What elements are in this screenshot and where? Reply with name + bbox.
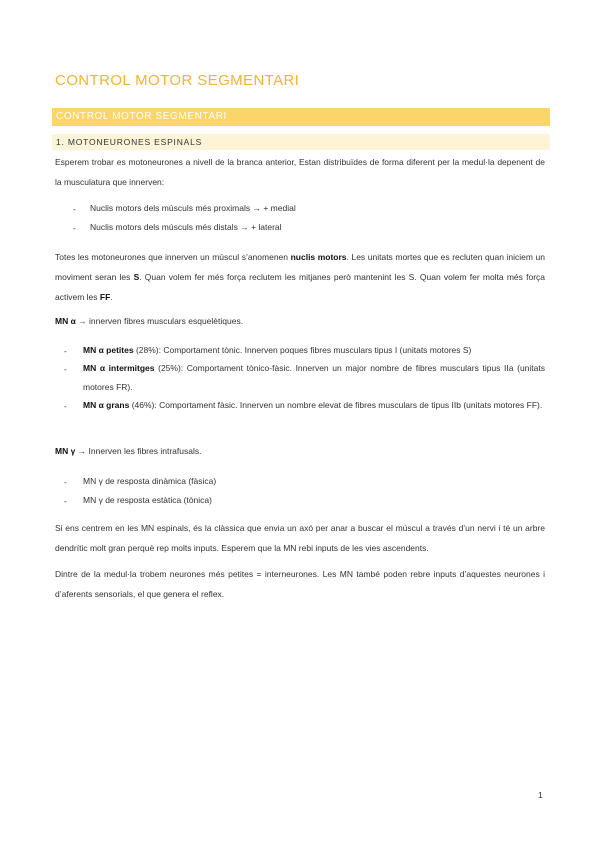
mn-alpha-item: MN α grans (46%): Comportament fàsic. Innerven un nombre elevat de fibres musculars de tipus IIb (unitats motores FF). — [83, 400, 543, 410]
nuclis-motors-term: nuclis motors — [290, 252, 347, 262]
mn-alpha-item: MN α intermitges (25%): Comportament tònico-fàsic. Innerven un major nombre de fibres musculars tipus IIa (unitats motores FR). — [83, 363, 545, 392]
s-term: S — [133, 272, 140, 282]
intro-paragraph: Esperem trobar es motoneurones a nivell de la branca anterior, Estan distribuïdes de forma diferent per la medul·la depenent de la musculatura que innerven: — [55, 157, 545, 187]
mn-alpha-heading: MN α → innerven fibres musculars esquelètiques. — [55, 316, 244, 326]
interneurones-paragraph: Dintre de la medul·la trobem neurones més petites = interneurones. Les MN també poden rebre inputs d’aquestes neurones i d’aferents sensorials, el que genera el reflex. — [55, 569, 545, 599]
mn-gamma-heading: MN γ → Innerven les fibres intrafusals. — [55, 446, 202, 456]
bullet-dash: - — [73, 204, 76, 214]
ff-term: FF — [99, 292, 111, 302]
bullet-dash: - — [64, 401, 67, 411]
title-banner — [52, 108, 550, 126]
banner-text: CONTROL MOTOR SEGMENTARI — [56, 111, 227, 122]
intro-bullet: Nuclis motors dels músculs més distals → + lateral — [90, 222, 282, 232]
mn-gamma-item: MN γ de resposta estàtica (tònica) — [83, 495, 212, 505]
mn-gamma-item: MN γ de resposta dinàmica (fàsica) — [83, 476, 217, 486]
bullet-dash: - — [73, 223, 76, 233]
document-title: CONTROL MOTOR SEGMENTARI — [55, 72, 300, 89]
page-number: 1 — [538, 790, 543, 800]
mn-alpha-item: MN α petites (28%): Comportament tònic. Innerven poques fibres musculars tipus I (unitats motores S) — [83, 345, 472, 355]
section-heading-text: 1. MOTONEURONES ESPINALS — [56, 137, 203, 147]
espinals-paragraph: Si ens centrem en les MN espinals, és la clàssica que envia un axó per anar a buscar el múscul a través d’un nervi i té un arbre dendrític molt gran perquè rep molts inputs. Esperem que la MN rebi inputs de les vies ascendents. — [55, 523, 545, 553]
bullet-dash: - — [64, 346, 67, 356]
intro-bullet: Nuclis motors dels músculs més proximals → + medial — [90, 203, 296, 213]
section-heading — [52, 134, 550, 150]
bullet-dash: - — [64, 477, 67, 487]
bullet-dash: - — [64, 364, 67, 374]
nuclis-paragraph: Totes les motoneurones que innerven un múscul s’anomenen nuclis motors. Les unitats mortes que es recluten quan iniciem un moviment seran les S. Quan volem fer més força reclutem les mitjanes però mantenint les S. Quan volem fer molta més força activem les FF. — [55, 252, 546, 302]
bullet-dash: - — [64, 496, 67, 506]
